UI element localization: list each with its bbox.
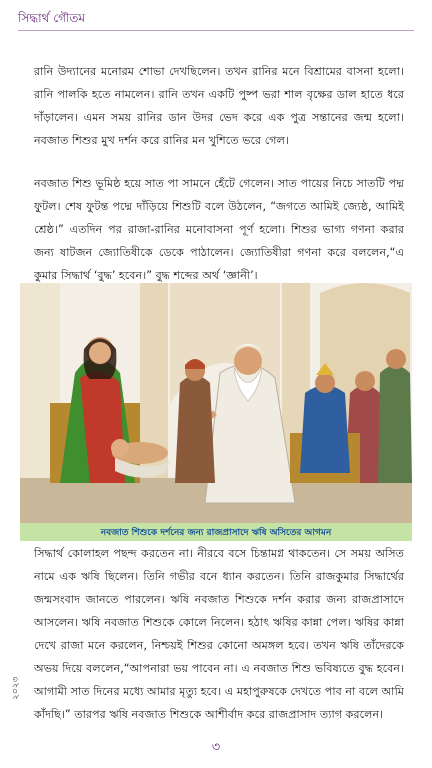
header-rule xyxy=(18,30,414,31)
caption-bar xyxy=(20,523,412,541)
page-number: ৩ xyxy=(211,740,221,755)
paragraph-1: রানি উদ্যানের মনোরম শোভা দেখছিলেন। তখন রানির মনে বিশ্রামের বাসনা হলো। রানি পালকি হতে নামলেন। রানি তখন একটি পুষ্প ভরা শাল বৃক্ষের ডাল হাতে ধরে দাঁড়ালেন। এমন সময় রানির ডান উদর ভেদ করে এক পুত্র সন্তানের জন্ম হলো। নবজাত শিশুর মুখ দর্শন করে রানির মন খুশিতে ভরে গেল। xyxy=(34,65,404,147)
illustration-artwork xyxy=(20,283,412,523)
illustration-asita-visit xyxy=(20,283,412,523)
illustration-caption: নবজাত শিশুকে দর্শনের জন্য রাজপ্রাসাদে ঋষি অসিতের আগমন xyxy=(100,528,332,538)
paragraph-2: নবজাত শিশু ভূমিষ্ঠ হয়ে সাত পা সামনে হেঁটে গেলেন। সাত পায়ের নিচে সাতটি পদ্ম ফুটল। শেষ ফুটন্ত পদ্মে দাঁড়িয়ে শিশুটি বলে উঠলেন, “জগতে আমিই জ্যেষ্ঠ, আমিই শ্রেষ্ঠ।” এতদিন পর রাজা-রানির মনোবাসনা পূর্ণ হলো। শিশুর ভাগ্য গণনা করার জন্য ষাটজন জ্যোতিষীকে ডেকে পাঠালেন। জ্যোতিষীরা গণনা করে বললেন,“এ কুমার সিদ্ধার্থ ‘বুদ্ধ’ হবেন।” বুদ্ধ শব্দের অর্থ ‘জ্ঞানী’। xyxy=(34,177,404,282)
paragraph-3: সিদ্ধার্থ কোলাহল পছন্দ করতেন না। নীরবে বসে চিন্তামগ্ন থাকতেন। সে সময় অসিত নামে এক ঋষি ছিলেন। তিনি গভীর বনে ধ্যান করতেন। তিনি রাজকুমার সিদ্ধার্থের জন্মসংবাদ জানতে পারলেন। ঋষি নবজাত শিশুকে দর্শন করার জন্য রাজপ্রাসাদে আসলেন। ঋষি নবজাত শিশুকে কোলে নিলেন। হঠাৎ ঋষির কান্না পেল। ঋষির কান্না দেখে রাজা মনে করলেন, নিশ্চয়ই শিশুর কোনো অমঙ্গল হবে। তখন ঋষি তাঁদেরকে অভয় দিয়ে বললেন,“আপনারা ভয় পাবেন না। এ নবজাত শিশু ভবিষ্যতে বুদ্ধ হবেন। আগামী সাত দিনের মধ্যে আমার মৃত্যু হবে। এ মহাপুরুষকে দেখতে পাব না বলে আমি কাঁদছি।” তারপর ঋষি নবজাত শিশুকে আশীর্বাদ করে রাজপ্রাসাদ ত্যাগ করলেন। xyxy=(34,547,404,721)
running-title: সিদ্ধার্থ গৌতম xyxy=(18,11,86,25)
year-mark: ২০২৩ xyxy=(11,676,21,700)
